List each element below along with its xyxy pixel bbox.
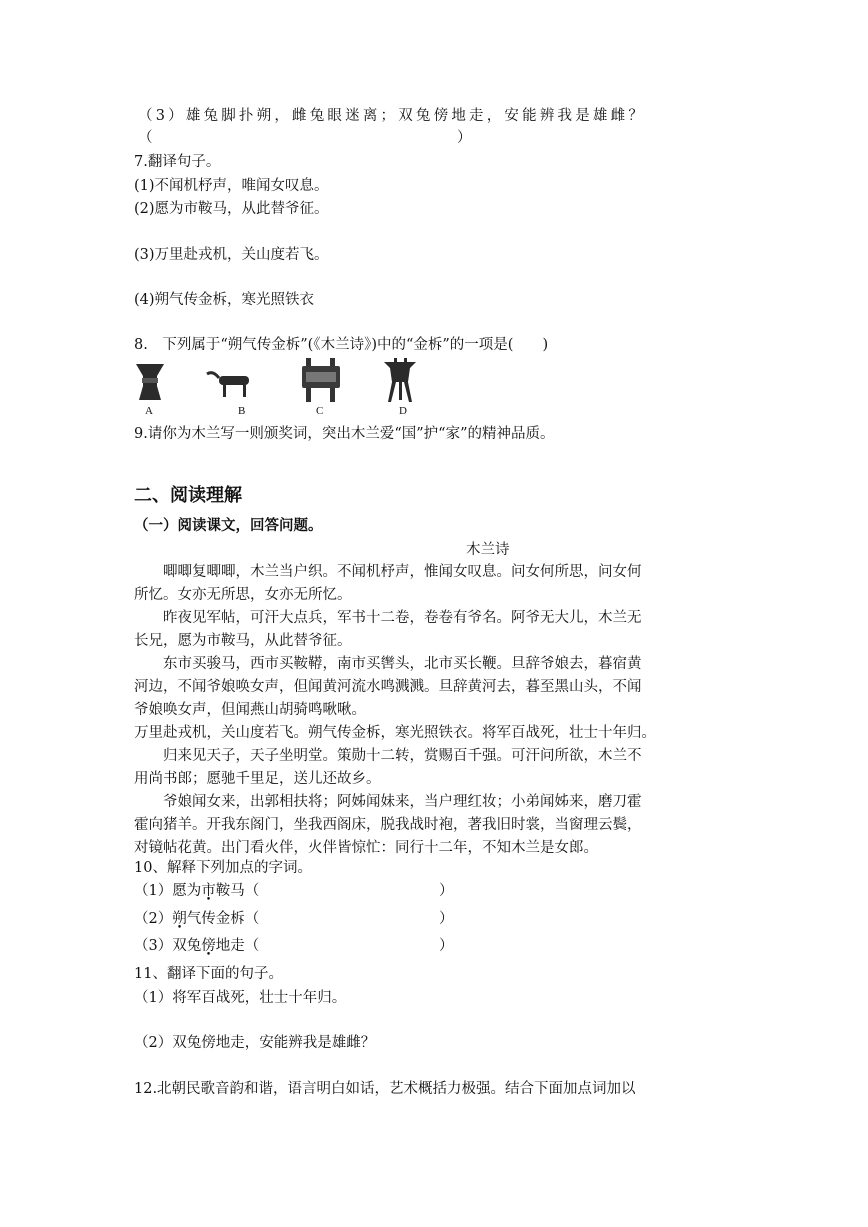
poem-title: 木兰诗 <box>466 542 510 558</box>
q10-item-pre: （1）愿为 <box>134 883 202 899</box>
q10-item-post: 气传金柝（ <box>186 911 260 927</box>
question-8: 8. 下列属于“朔气传金柝”(《木兰诗》)中的“金柝”的一项是( ) <box>134 337 549 353</box>
question-6-3: （3）雄兔脚扑朔，雌兔眼迷离；双兔傍地走，安能辨我是雄雌？ <box>138 108 647 124</box>
poem-line: 长兄，愿为市鞍马，从此替爷征。 <box>134 633 352 649</box>
q7-item: (4)朔气传金柝，寒光照铁衣 <box>134 292 315 308</box>
option-b-vessel-image <box>205 360 251 402</box>
q7-item: (3)万里赴戎机，关山度若飞。 <box>134 247 329 263</box>
q10-item-close: ） <box>439 911 454 927</box>
poem-line: 东市买骏马，西市买鞍鞯，南市买辔头，北市买长鞭。旦辞爷娘去，暮宿黄 <box>134 656 642 672</box>
q10-item-post: 地走（ <box>215 938 260 954</box>
q10-item <box>134 909 259 929</box>
poem-line: 河边，不闻爷娘唤女声，但闻黄河流水鸣溅溅。旦辞黄河去，暮至黑山头，不闻 <box>134 679 642 695</box>
poem-line: 归来见天子，天子坐明堂。策勋十二转，赏赐百千强。可汗问所欲，木兰不 <box>134 748 642 764</box>
poem-line: 霍向猪羊。开我东阁门，坐我西阁床，脱我战时袍，著我旧时裳，当窗理云鬓， <box>134 817 642 833</box>
question-9: 9.请你为木兰写一则颁奖词，突出木兰爱“国”护“家”的精神品质。 <box>134 426 555 442</box>
q10-item-pre: （2） <box>134 911 173 927</box>
poem-line: 爷娘闻女来，出郭相扶将；阿姊闻妹来，当户理红妆；小弟闻姊来，磨刀霍 <box>134 794 642 810</box>
poem-line: 对镜帖花黄。出门看火伴，火伴皆惊忙：同行十二年，不知木兰是女郎。 <box>134 840 598 856</box>
question-11-title: 11、翻译下面的句子。 <box>134 966 283 982</box>
option-label: C <box>316 405 324 417</box>
option-label: B <box>238 405 246 417</box>
dotted-word: 傍 <box>201 938 216 954</box>
q10-item <box>134 881 259 901</box>
option-d-vessel-image <box>380 356 426 398</box>
q10-item-close: ） <box>439 938 454 954</box>
poem-line: 唧唧复唧唧，木兰当户织。不闻机杼声，惟闻女叹息。问女何所思，问女何 <box>134 564 642 580</box>
q10-item-close: ） <box>439 883 454 899</box>
poem-line: 所忆。女亦无所思，女亦无所忆。 <box>134 587 352 603</box>
q11-item: （2）双兔傍地走，安能辨我是雄雌？ <box>134 1035 376 1051</box>
dotted-word: 朔 <box>172 911 187 927</box>
q11-item: （1）将军百战死，壮士十年归。 <box>134 990 347 1006</box>
option-a-vessel-image <box>130 360 176 402</box>
option-c-vessel-image <box>298 356 344 398</box>
question-7-title: 7.翻译句子。 <box>134 154 221 170</box>
question-12: 12.北朝民歌音韵和谐，语言明白如话，艺术概括力极强。结合下面加点词加以 <box>134 1081 636 1097</box>
question-10-title: 10、解释下列加点的字词。 <box>134 860 312 876</box>
q7-item: (2)愿为市鞍马，从此替爷征。 <box>134 201 329 217</box>
poem-line: 爷娘唤女声，但闻燕山胡骑鸣啾啾。 <box>134 702 366 718</box>
poem-line: 万里赴戎机，关山度若飞。朔气传金柝，寒光照铁衣。将军百战死，壮士十年归。 <box>134 725 656 741</box>
poem-line: 昨夜见军帖，可汗大点兵，军书十二卷，卷卷有爷名。阿爷无大儿，木兰无 <box>134 610 642 626</box>
q10-item <box>134 936 259 956</box>
option-label: A <box>145 405 153 417</box>
q10-item-pre: （3）双兔 <box>134 938 202 954</box>
subsection-title: （一）阅读课文，回答问题。 <box>134 517 323 534</box>
dotted-word: 市 <box>201 883 216 899</box>
section-title: 二、阅读理解 <box>134 485 242 506</box>
q10-item-post: 鞍马（ <box>215 883 260 899</box>
q7-item: (1)不闻机杼声，唯闻女叹息。 <box>134 178 329 194</box>
answer-blank: （ ） <box>138 130 472 146</box>
poem-line: 用尚书郎；愿驰千里足，送儿还故乡。 <box>134 771 381 787</box>
option-label: D <box>399 405 407 417</box>
